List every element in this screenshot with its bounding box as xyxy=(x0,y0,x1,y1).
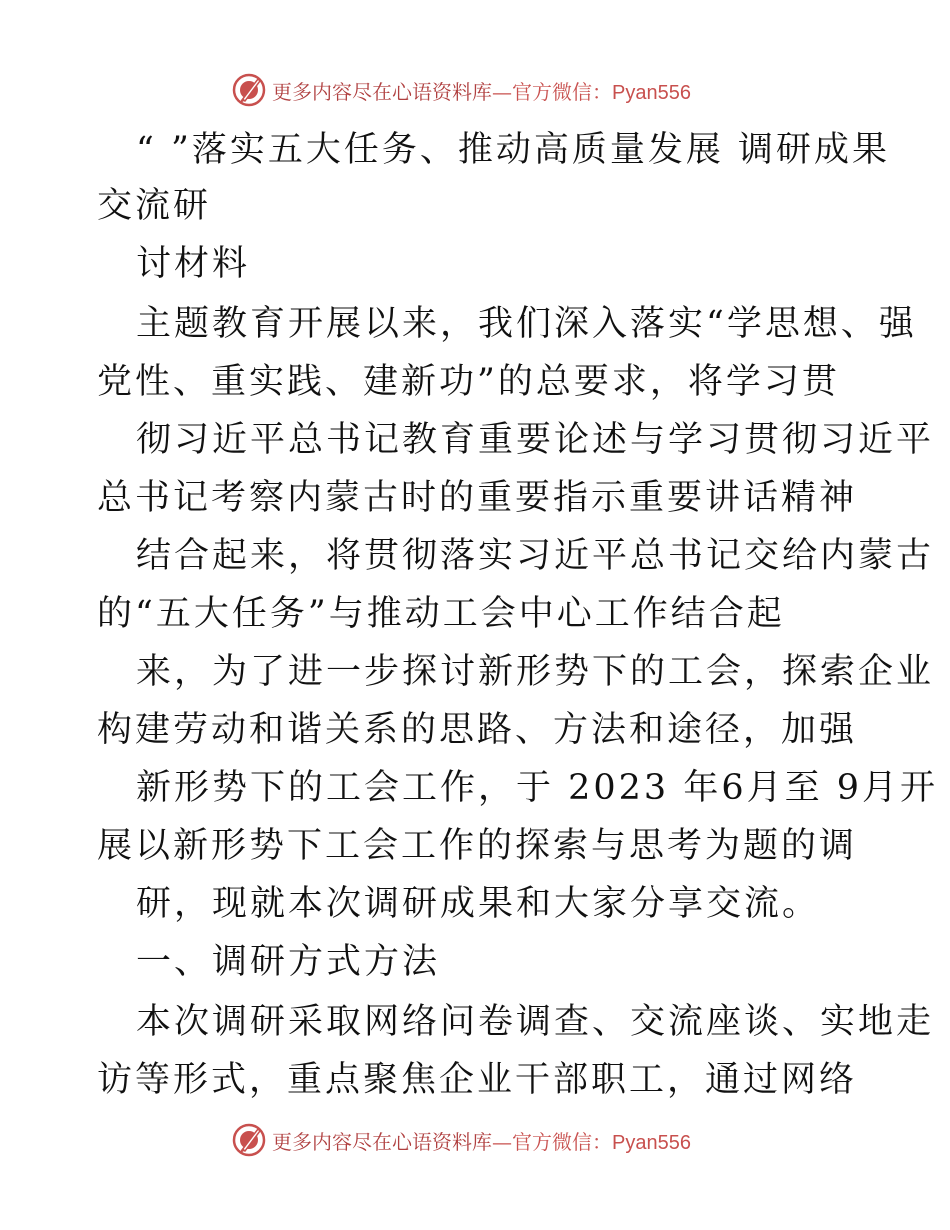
banner-dash: — xyxy=(492,79,512,104)
paragraph-line: 展以新形势下工会工作的探索与思考为题的调 xyxy=(97,826,858,866)
banner-dash: — xyxy=(492,1129,512,1154)
banner-wechat-label: 官方微信： xyxy=(512,1129,612,1154)
paragraph-line: 来，为了进一步探讨新形势下的工会，探索企业 xyxy=(136,652,935,692)
paragraph-line: 本次调研采取网络问卷调查、交流座谈、实地走 xyxy=(136,1002,935,1042)
title-line-1: “ ”落实五大任务、推动高质量发展 调研成果 xyxy=(136,130,891,170)
title-line-3: 讨材料 xyxy=(136,244,251,284)
paragraph-line: 访等形式，重点聚焦企业干部职工，通过网络 xyxy=(97,1060,858,1100)
paragraph-line: 彻习近平总书记教育重要论述与学习贯彻习近平 xyxy=(136,420,935,460)
paragraph-line: 构建劳动和谐关系的思路、方法和途径，加强 xyxy=(97,710,858,750)
paragraph-line: 党性、重实践、建新功”的总要求，将学习贯 xyxy=(97,362,840,402)
paragraph-line: 研，现就本次调研成果和大家分享交流。 xyxy=(136,884,821,924)
quill-seal-icon xyxy=(232,73,266,107)
header-watermark-banner xyxy=(232,72,691,108)
paragraph-line: 总书记考察内蒙古时的重要指示重要讲话精神 xyxy=(97,478,858,518)
banner-wechat-id: Pyan556 xyxy=(612,1131,691,1154)
paragraph-line: 的“五大任务”与推动工会中心工作结合起 xyxy=(97,594,785,634)
footer-watermark-banner xyxy=(232,1122,691,1158)
banner-wechat-id: Pyan556 xyxy=(612,81,691,104)
paragraph-line: 主题教育开展以来，我们深入落实“学思想、强 xyxy=(136,304,917,344)
title-line-2: 交流研 xyxy=(97,186,212,226)
section-heading: 一、调研方式方法 xyxy=(136,942,441,982)
quill-seal-icon xyxy=(232,1123,266,1157)
banner-site-name: 更多内容尽在心语资料库 xyxy=(272,79,492,104)
banner-wechat-label: 官方微信： xyxy=(512,79,612,104)
banner-site-name: 更多内容尽在心语资料库 xyxy=(272,1129,492,1154)
paragraph-line: 新形势下的工会工作，于 2023 年6月至 9月开 xyxy=(136,768,938,808)
paragraph-line: 结合起来，将贯彻落实习近平总书记交给内蒙古 xyxy=(136,536,935,576)
